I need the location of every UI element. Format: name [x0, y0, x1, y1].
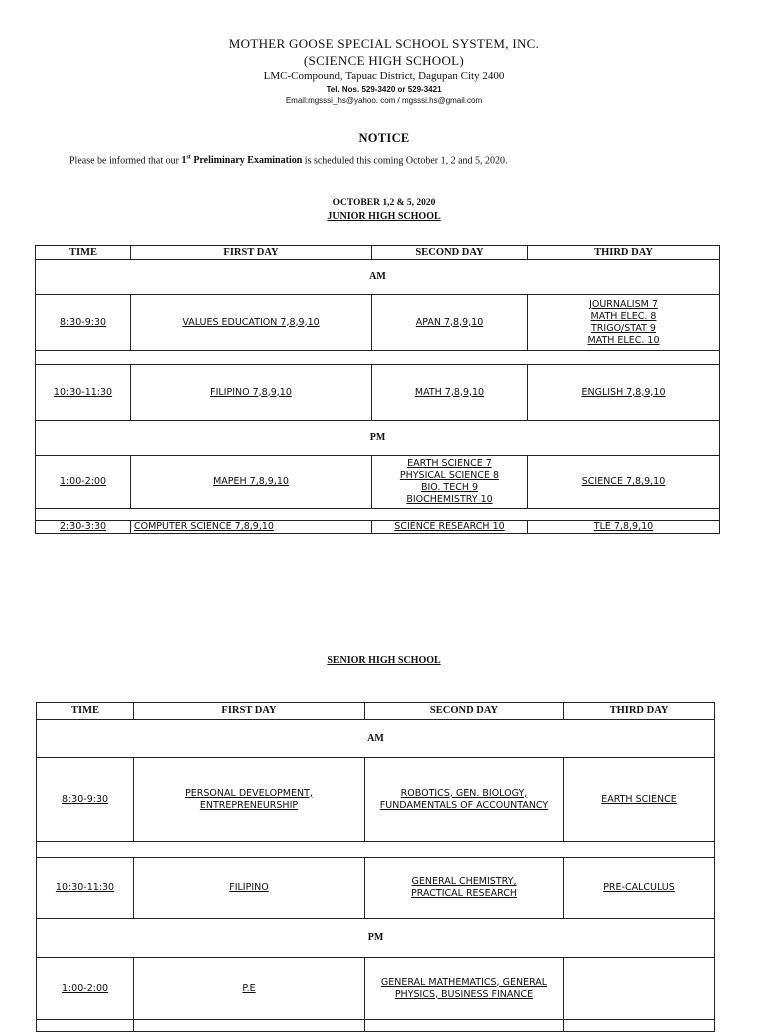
school-name: (SCIENCE HIGH SCHOOL) — [303, 53, 465, 68]
subject-cell: COMPUTER SCIENCE 7,8,9,10 — [131, 521, 372, 534]
spacer-cell — [37, 842, 715, 858]
junior-high-title: JUNIOR HIGH SCHOOL — [327, 211, 441, 222]
time-cell: 10:30-11:30 — [36, 365, 131, 421]
table-row — [37, 1020, 715, 1032]
subject-line: BIOCHEMISTRY 10 — [406, 494, 493, 505]
school-address: LMC-Compound, Tapuac District, Dagupan City 2400 — [263, 70, 505, 82]
subject-line: TRIGO/STAT 9 — [591, 322, 656, 334]
time-cell — [37, 1020, 134, 1032]
table-header-row — [37, 703, 715, 720]
pm-section-row — [37, 919, 715, 958]
time-cell: 8:30-9:30 — [36, 295, 131, 351]
subject-cell: MAPEH 7,8,9,10 — [131, 456, 372, 509]
header-time: TIME — [36, 246, 131, 260]
subject-cell: GENERAL MATHEMATICS, GENERAL PHYSICS, BUSINESS FINANCE — [365, 958, 564, 1020]
time-cell: 1:00-2:00 — [36, 456, 131, 509]
subject-line: EARTH SCIENCE 7 — [407, 458, 492, 469]
time-cell: 8:30-9:30 — [37, 758, 134, 842]
table-row — [36, 521, 720, 534]
subject-cell — [564, 958, 715, 1020]
subject-cell: TLE 7,8,9,10 — [528, 521, 720, 534]
subject-line: MATH ELEC. 10 — [587, 334, 660, 346]
spacer-cell — [36, 351, 720, 365]
pm-section-row — [36, 421, 720, 456]
subject-cell: ROBOTICS, GEN. BIOLOGY, FUNDAMENTALS OF ACCOUNTANCY — [365, 758, 564, 842]
header-third-day: THIRD DAY — [564, 703, 715, 720]
subject-cell: FILIPINO 7,8,9,10 — [131, 365, 372, 421]
subject-cell: VALUES EDUCATION 7,8,9,10 — [131, 295, 372, 351]
subject-cell — [564, 1020, 715, 1032]
table-row — [37, 958, 715, 1020]
school-system-name: MOTHER GOOSE SPECIAL SCHOOL SYSTEM, INC. — [228, 36, 540, 51]
subject-line: JOURNALISM 7 — [589, 298, 658, 310]
am-label: AM — [37, 720, 715, 758]
subject-cell — [134, 1020, 365, 1032]
subject-line: PHYSICAL SCIENCE 8 — [399, 470, 500, 481]
table-row — [37, 858, 715, 919]
subject-cell: MATH 7,8,9,10 — [372, 365, 528, 421]
notice-text — [69, 155, 508, 166]
subject-cell: PRE-CALCULUS — [564, 858, 715, 919]
subject-cell: EARTH SCIENCE — [564, 758, 715, 842]
subject-cell — [372, 456, 528, 509]
subject-cell: ENGLISH 7,8,9,10 — [528, 365, 720, 421]
subject-cell: FILIPINO — [134, 858, 365, 919]
subject-cell: SCIENCE 7,8,9,10 — [528, 456, 720, 509]
header-third-day: THIRD DAY — [528, 246, 720, 260]
subject-line: MATH ELEC. 8 — [590, 310, 657, 322]
am-section-row — [36, 260, 720, 295]
subject-cell: APAN 7,8,9,10 — [372, 295, 528, 351]
exam-name — [181, 155, 302, 166]
table-row — [36, 295, 720, 351]
table-row — [36, 365, 720, 421]
subject-cell — [365, 1020, 564, 1032]
notice-text-before: Please be informed that our — [69, 155, 182, 167]
header-second-day: SECOND DAY — [365, 703, 564, 720]
telephone-numbers: Tel. Nos. 529-3420 or 529-3421 — [326, 85, 442, 94]
pm-label: PM — [37, 919, 715, 958]
spacer-cell — [36, 509, 720, 521]
subject-cell: P.E — [134, 958, 365, 1020]
time-cell: 10:30-11:30 — [37, 858, 134, 919]
time-cell: 1:00-2:00 — [37, 958, 134, 1020]
junior-high-schedule-table — [35, 245, 720, 534]
table-row — [37, 758, 715, 842]
header-first-day: FIRST DAY — [134, 703, 365, 720]
exam-number: 1 — [181, 155, 187, 167]
header-first-day: FIRST DAY — [131, 246, 372, 260]
exam-ordinal: st — [186, 155, 191, 161]
notice-text-after: is scheduled this coming October 1, 2 and 5, 2020. — [302, 155, 508, 167]
subject-line: BIO. TECH 9 — [420, 482, 479, 493]
senior-high-title: SENIOR HIGH SCHOOL — [327, 655, 441, 666]
spacer-row — [36, 351, 720, 365]
subject-cell — [528, 295, 720, 351]
header-time: TIME — [37, 703, 134, 720]
senior-high-schedule-table — [36, 702, 715, 1032]
subject-cell: GENERAL CHEMISTRY, PRACTICAL RESEARCH — [365, 858, 564, 919]
table-header-row — [36, 246, 720, 260]
pm-label: PM — [36, 421, 720, 456]
time-cell: 2:30-3:30 — [36, 521, 131, 534]
notice-title: NOTICE — [358, 131, 410, 145]
subject-cell: SCIENCE RESEARCH 10 — [372, 521, 528, 534]
table-row — [36, 456, 720, 509]
exam-dates: OCTOBER 1,2 & 5, 2020 — [332, 198, 436, 208]
am-section-row — [37, 720, 715, 758]
spacer-row — [36, 509, 720, 521]
exam-title: Preliminary Examination — [190, 155, 303, 167]
subject-cell: PERSONAL DEVELOPMENT, ENTREPRENEURSHIP — [134, 758, 365, 842]
email-addresses: Email:mgsssi_hs@yahoo. com / mgsssi.hs@gmail.com — [285, 96, 483, 105]
header-second-day: SECOND DAY — [372, 246, 528, 260]
am-label: AM — [36, 260, 720, 295]
spacer-row — [37, 842, 715, 858]
